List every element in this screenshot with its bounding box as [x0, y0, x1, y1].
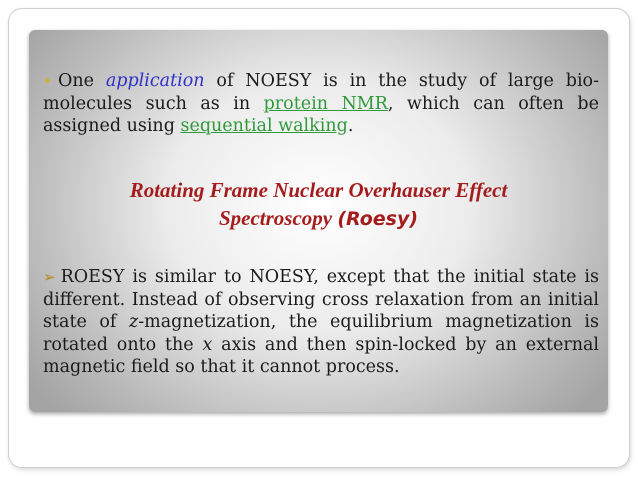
p2-italic-z: z — [128, 312, 139, 332]
heading-line-1: Rotating Frame Nuclear Overhauser Effect — [129, 178, 508, 202]
protein-nmr-link[interactable]: protein NMR — [263, 93, 388, 114]
paragraph-noesy-application — [43, 70, 599, 138]
p1-highlight: application — [105, 71, 205, 91]
p1-text-after-link: , which can often be assigned using — [43, 93, 599, 136]
p2-text-2: -magnetization, the equilibrium magnetization is rotated onto the — [43, 312, 599, 355]
p2-italic-x: x — [202, 334, 213, 355]
slide — [29, 30, 608, 412]
p2-text-3: axis and then spin-locked by an external magnetic field so that it cannot process. — [43, 334, 599, 377]
sequential-walking-link[interactable]: sequential walking — [180, 116, 348, 136]
p1-text-middle: of NOESY is in the study of large bio-molecules such as in — [43, 71, 599, 114]
bullet-dot-icon — [45, 78, 50, 83]
heading-line-2-main: Spectroscopy — [218, 206, 338, 230]
heading-line-2 — [29, 204, 608, 233]
p2-text-1: ROESY is similar to NOESY, except that the initial state is different. Instead of observing cross relaxation from an initial state of — [43, 267, 599, 332]
arrow-bullet-icon: ➢ — [43, 268, 56, 286]
section-heading — [29, 176, 608, 233]
p1-text-before: One — [58, 71, 106, 91]
paragraph-roesy — [43, 266, 599, 379]
heading-roesy: (Roesy) — [337, 208, 419, 230]
p1-text-end: . — [347, 116, 354, 136]
